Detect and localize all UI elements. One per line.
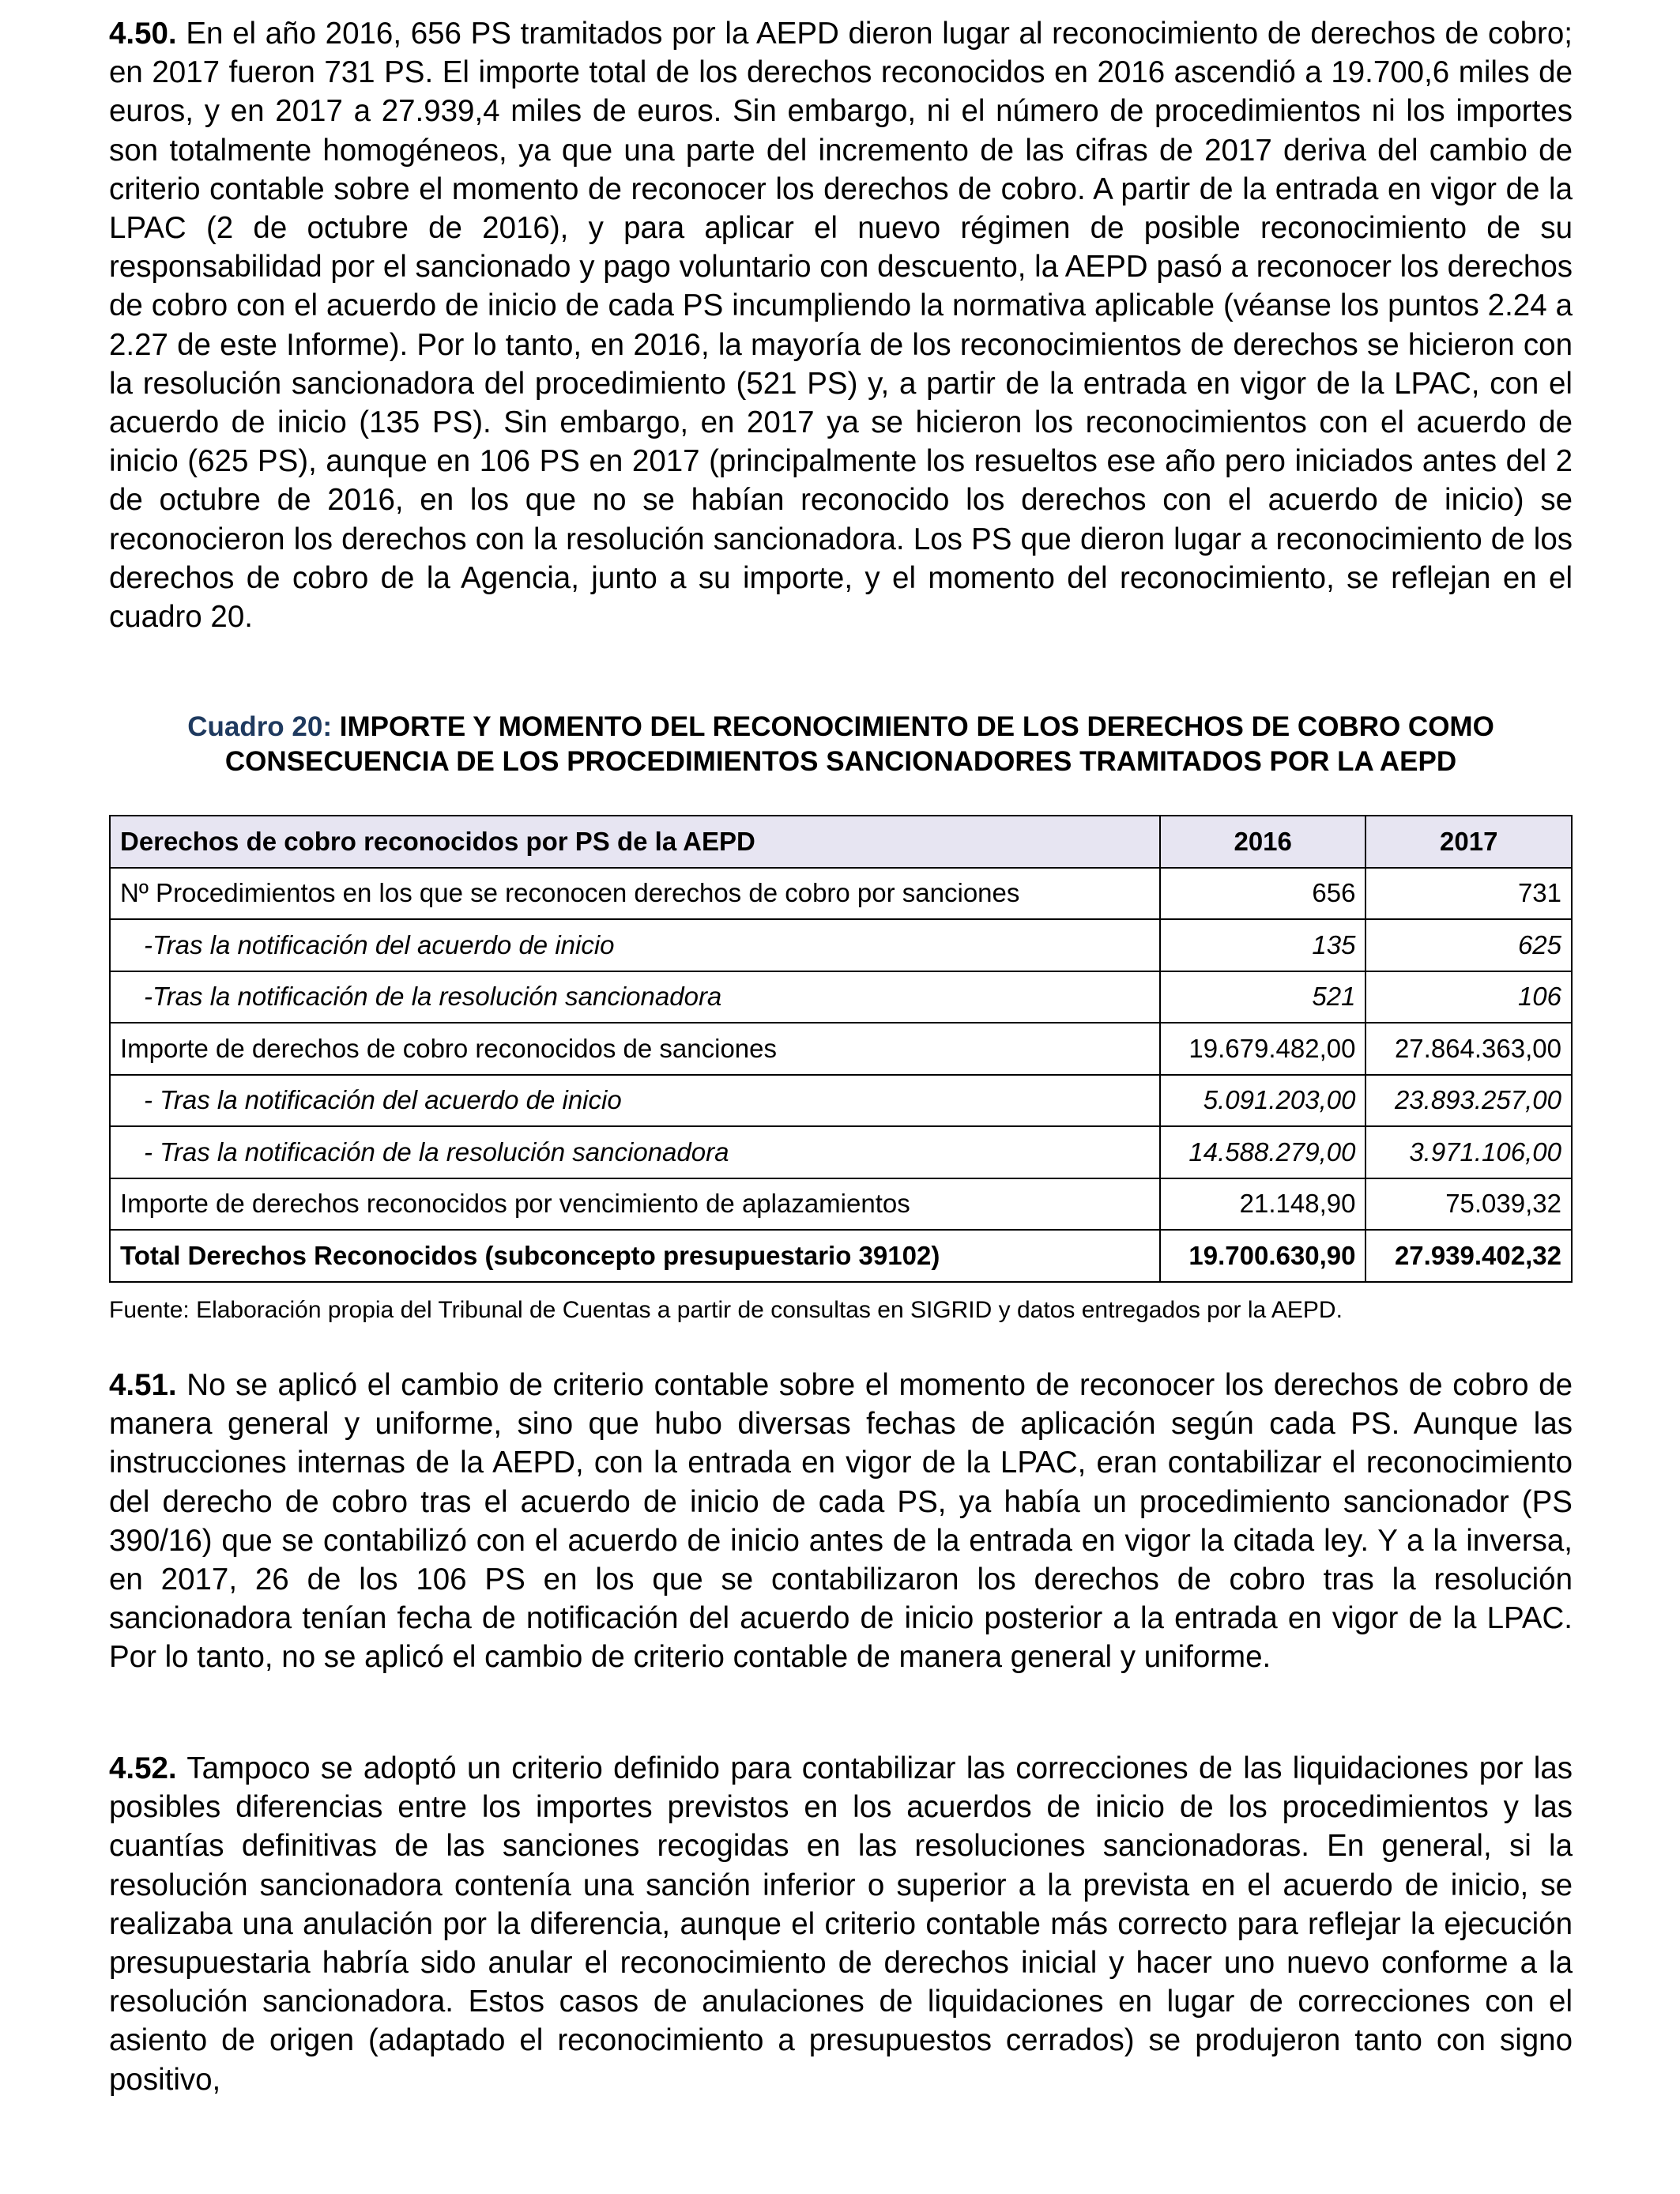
table-header-row xyxy=(110,816,1572,868)
paragraph-4-50 xyxy=(109,14,1573,636)
paragraph-number: 4.52. xyxy=(109,1751,177,1785)
data-table xyxy=(109,815,1573,1283)
cell-2017: 731 xyxy=(1365,868,1572,920)
table-row xyxy=(110,1075,1572,1127)
caption-line-1: IMPORTE Y MOMENTO DEL RECONOCIMIENTO DE LOS DERECHOS DE COBRO COMO xyxy=(339,711,1494,742)
paragraph-text: Tampoco se adoptó un criterio definido para contabilizar las correcciones de las liquidaciones por las posibles diferencias entre los importes previstos en los acuerdos de inicio de los procedimientos y las cuantías definitivas de las sanciones recogidas en las resoluciones sancionadoras. En general, si la resolución sancionadora contenía una sanción inferior o superior a la prevista en el acuerdo de inicio, se realizaba una anulación por la diferencia, aunque el criterio contable más correcto para reflejar la ejecución presupuestaria habría sido anular el reconocimiento de derechos inicial y hacer uno nuevo conforme a la resolución sancionadora. Estos casos de anulaciones de liquidaciones en lugar de correcciones con el asiento de origen (adaptado el reconocimiento a presupuestos cerrados) se produjeron tanto con signo positivo, xyxy=(109,1751,1573,2097)
cell-2017: 3.971.106,00 xyxy=(1365,1126,1572,1178)
paragraph-number: 4.50. xyxy=(109,17,177,51)
cell-2016: 19.700.630,90 xyxy=(1160,1230,1366,1282)
row-label: Importe de derechos reconocidos por vencimiento de aplazamientos xyxy=(110,1178,1160,1231)
cell-2016: 21.148,90 xyxy=(1160,1178,1366,1231)
table-source-note: Fuente: Elaboración propia del Tribunal de Cuentas a partir de consultas en SIGRID y datos entregados por la AEPD. xyxy=(109,1297,1343,1323)
row-label: -Tras la notificación de la resolución sancionadora xyxy=(110,971,1160,1023)
cell-2016: 656 xyxy=(1160,868,1366,920)
cell-2017: 75.039,32 xyxy=(1365,1178,1572,1231)
caption-label: Cuadro 20: xyxy=(187,711,332,742)
cell-2017: 106 xyxy=(1365,971,1572,1023)
table-row xyxy=(110,1126,1572,1178)
paragraph-4-51 xyxy=(109,1366,1573,1677)
paragraph-number: 4.51. xyxy=(109,1368,177,1402)
table-row xyxy=(110,919,1572,971)
caption-line-2: CONSECUENCIA DE LOS PROCEDIMIENTOS SANCIONADORES TRAMITADOS POR LA AEPD xyxy=(224,746,1457,777)
cell-2016: 19.679.482,00 xyxy=(1160,1023,1366,1075)
cell-2017: 27.864.363,00 xyxy=(1365,1023,1572,1075)
table-row xyxy=(110,971,1572,1023)
header-cell-label: Derechos de cobro reconocidos por PS de la AEPD xyxy=(110,816,1160,868)
table-row xyxy=(110,1178,1572,1231)
cell-2017: 27.939.402,32 xyxy=(1365,1230,1572,1282)
paragraph-4-52 xyxy=(109,1749,1573,2099)
table-row xyxy=(110,1023,1572,1075)
row-label: Total Derechos Reconocidos (subconcepto presupuestario 39102) xyxy=(110,1230,1160,1282)
row-label: - Tras la notificación de la resolución sancionadora xyxy=(110,1126,1160,1178)
row-label: - Tras la notificación del acuerdo de inicio xyxy=(110,1075,1160,1127)
header-cell-2017: 2017 xyxy=(1365,816,1572,868)
cell-2016: 135 xyxy=(1160,919,1366,971)
cell-2016: 521 xyxy=(1160,971,1366,1023)
row-label: -Tras la notificación del acuerdo de inicio xyxy=(110,919,1160,971)
row-label: Importe de derechos de cobro reconocidos de sanciones xyxy=(110,1023,1160,1075)
cell-2016: 5.091.203,00 xyxy=(1160,1075,1366,1127)
paragraph-text: No se aplicó el cambio de criterio contable sobre el momento de reconocer los derechos de cobro de manera general y uniforme, sino que hubo diversas fechas de aplicación según cada PS. Aunque las instrucciones internas de la AEPD, con la entrada en vigor de la LPAC, eran contabilizar el reconocimiento del derecho de cobro tras el acuerdo de inicio de cada PS, ya había un procedimiento sancionador (PS 390/16) que se contabilizó con el acuerdo de inicio antes de la entrada en vigor la citada ley. Y a la inversa, en 2017, 26 de los 106 PS en los que se contabilizaron los derechos de cobro tras la resolución sancionadora tenían fecha de notificación del acuerdo de inicio posterior a la entrada en vigor de la LPAC. Por lo tanto, no se aplicó el cambio de criterio contable de manera general y uniforme. xyxy=(109,1368,1573,1675)
cell-2017: 23.893.257,00 xyxy=(1365,1075,1572,1127)
header-cell-2016: 2016 xyxy=(1160,816,1366,868)
cell-2017: 625 xyxy=(1365,919,1572,971)
cell-2016: 14.588.279,00 xyxy=(1160,1126,1366,1178)
row-label: Nº Procedimientos en los que se reconocen derechos de cobro por sanciones xyxy=(110,868,1160,920)
table-row xyxy=(110,868,1572,920)
table-caption xyxy=(109,710,1573,779)
table-total-row xyxy=(110,1230,1572,1282)
paragraph-text: En el año 2016, 656 PS tramitados por la AEPD dieron lugar al reconocimiento de derechos de cobro; en 2017 fueron 731 PS. El importe total de los derechos reconocidos en 2016 ascendió a 19.700,6 miles de euros, y en 2017 a 27.939,4 miles de euros. Sin embargo, ni el número de procedimientos ni los importes son totalmente homogéneos, ya que una parte del incremento de las cifras de 2017 deriva del cambio de criterio contable sobre el momento de reconocer los derechos de cobro. A partir de la entrada en vigor de la LPAC (2 de octubre de 2016), y para aplicar el nuevo régimen de posible reconocimiento de su responsabilidad por el sancionado y pago voluntario con descuento, la AEPD pasó a reconocer los derechos de cobro con el acuerdo de inicio de cada PS incumpliendo la normativa aplicable (véanse los puntos 2.24 a 2.27 de este Informe). Por lo tanto, en 2016, la mayoría de los reconocimientos de derechos se hicieron con la resolución sancionadora del procedimiento (521 PS) y, a partir de la entrada en vigor de la LPAC, con el acuerdo de inicio (135 PS). Sin embargo, en 2017 ya se hicieron los reconocimientos con el acuerdo de inicio (625 PS), aunque en 106 PS en 2017 (principalmente los resueltos ese año pero iniciados antes del 2 de octubre de 2016, en los que no se habían reconocido los derechos con el acuerdo de inicio) se reconocieron los derechos con la resolución sancionadora. Los PS que dieron lugar a reconocimiento de los derechos de cobro de la Agencia, junto a su importe, y el momento del reconocimiento, se reflejan en el cuadro 20. xyxy=(109,17,1573,635)
